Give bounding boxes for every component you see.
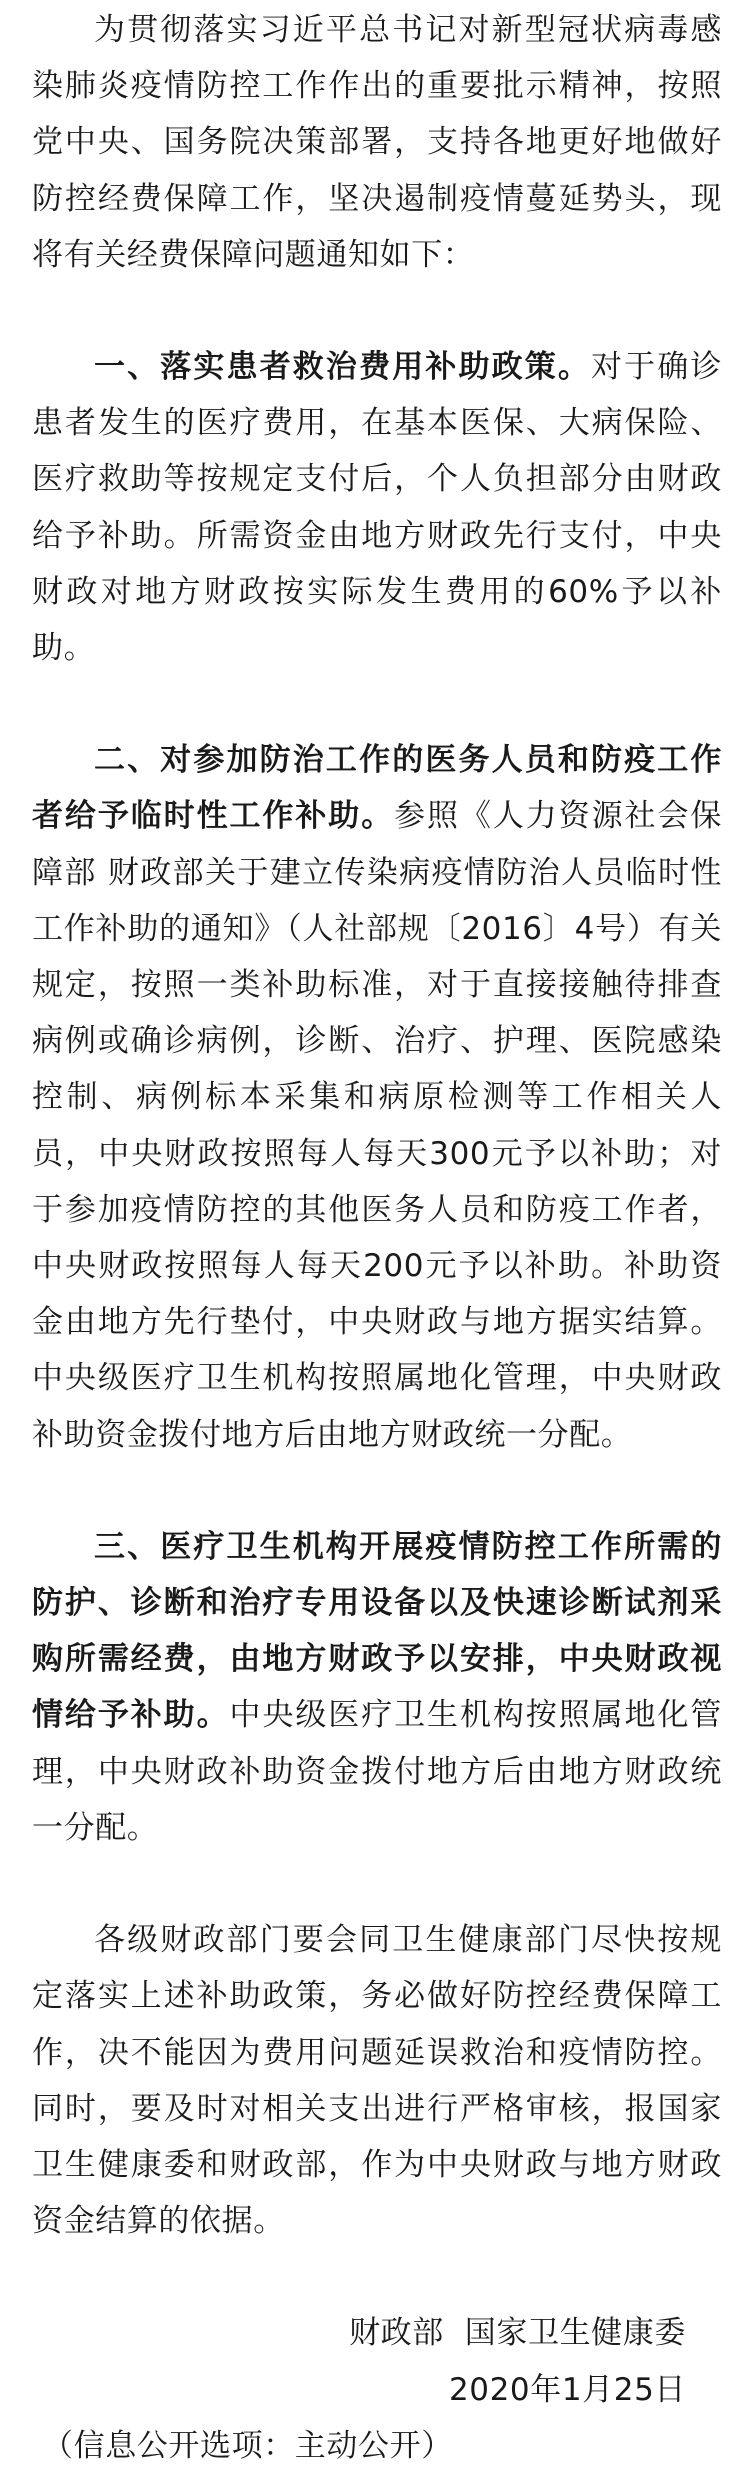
section-1 bbox=[32, 339, 722, 676]
paragraph-gap bbox=[32, 283, 722, 339]
disclosure-note: （信息公开选项：主动公开） bbox=[42, 2427, 453, 2464]
section-3-body: 中央级医疗卫生机构按照属地化管理，中央财政补助资金拨付地方后由地方财政统一分配。 bbox=[32, 1697, 723, 1846]
paragraph-gap bbox=[32, 1856, 722, 1912]
section-3 bbox=[32, 1519, 722, 1856]
paragraph-gap bbox=[32, 676, 722, 732]
section-1-heading: 一、落实患者救治费用补助政策。 bbox=[94, 349, 591, 386]
section-3-heading: 三、医疗卫生机构开展疫情防控工作所需的防护、诊断和治疗专用设备以及快速诊断试剂采购所需经费，由地方财政予以安排，中央财政视情给予补助。 bbox=[32, 1528, 722, 1734]
section-1-body: 对于确诊患者发生的医疗费用，在基本医保、大病保险、医疗救助等按规定支付后，个人负担部分由财政给予补助。所需资金由地方财政先行支付，中央财政对地方财政按实际发生费用的60%予以补助。 bbox=[32, 349, 722, 667]
closing-paragraph: 各级财政部门要会同卫生健康部门尽快按规定落实上述补助政策，务必做好防控经费保障工作，决不能因为费用问题延误救治和疫情防控。同时，要及时对相关支出进行严格审核，报国家卫生健康委和财政部，作为中央财政与地方财政资金结算的依据。 bbox=[32, 1922, 722, 2240]
signature-issuers: 财政部 国家卫生健康委 bbox=[349, 2315, 686, 2352]
section-2 bbox=[32, 732, 722, 1463]
signature-date: 2020年1月25日 bbox=[448, 2371, 686, 2408]
paragraph-gap bbox=[32, 1463, 722, 1519]
section-2-body: 参照《人力资源社会保障部 财政部关于建立传染病疫情防治人员临时性工作补助的通知》（人社部规〔2016〕4号）有关规定，按照一类补助标准，对于直接接触待排查病例或确诊病例，诊断、治疗、护理、医院感染控制、病例标本采集和病原检测等工作相关人员，中央财政按照每人每天300元予以补助；对于参加疫情防控的其他医务人员和防疫工作者，中央财政按照每人每天200元予以补助。补助资金由地方先行垫付，中央财政与地方据实结算。中央级医疗卫生机构按照属地化管理，中央财政补助资金拨付地方后由地方财政统一分配。 bbox=[32, 798, 722, 1453]
intro-paragraph: 为贯彻落实习近平总书记对新型冠状病毒感染肺炎疫情防控工作作出的重要批示精神，按照党中央、国务院决策部署，支持各地更好地做好防控经费保障工作，坚决遏制疫情蔓延势头，现将有关经费保障问题通知如下： bbox=[32, 12, 722, 273]
paragraph-gap bbox=[32, 2249, 722, 2305]
section-2-heading: 二、对参加防治工作的医务人员和防疫工作者给予临时性工作补助。 bbox=[32, 742, 722, 835]
